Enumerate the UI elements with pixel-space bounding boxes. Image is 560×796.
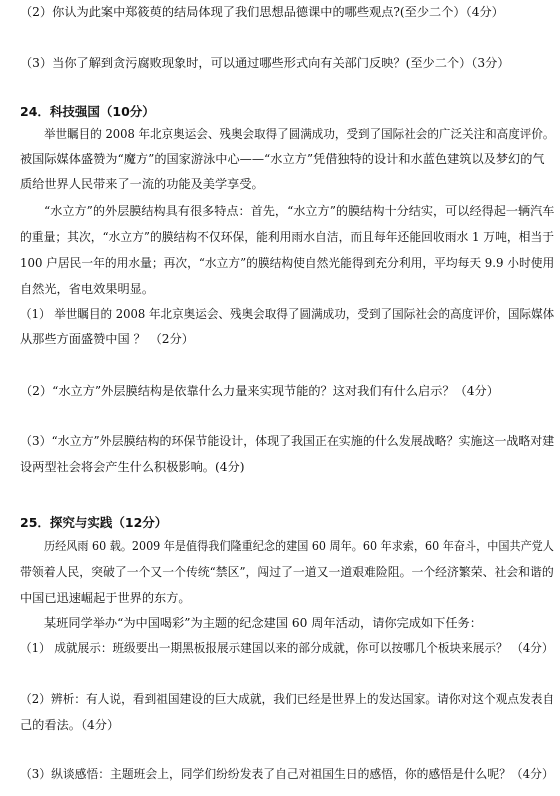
q24-heading: 24．科技强国（10分） [20, 104, 155, 119]
q23-part3: （3）当你了解到贪污腐败现象时，可以通过哪些形式向有关部门反映？(至少二个）（3分） [20, 56, 510, 70]
q25-part2: 己的看法。（4分） [20, 718, 120, 732]
q25-passage-line: 中国已迅速崛起于世界的东方。 [20, 591, 191, 605]
q25-part1: （1） 成就展示：班级要出一期黑板报展示建国以来的部分成就，你可以按哪几个板块来展示？ （4分） [20, 641, 554, 655]
q24-part3: （3）“水立方”外层膜结构的环保节能设计，体现了我国正在实施的什么发展战略？实施这一战略对建 [20, 434, 555, 448]
q24-passage-line: 举世瞩目的 2008 年北京奥运会、残奥会取得了圆满成功，受到了国际社会的广泛关注和高度评价。 [44, 127, 555, 141]
q24-part2: （2）“水立方”外层膜结构是依靠什么力量来实现节能的？这对我们有什么启示？（4分） [20, 384, 499, 398]
q25-passage-line: 带领着人民，突破了一个又一个传统“禁区”，闯过了一道又一道艰难险阻。一个经济繁荣、社会和谐的 [20, 565, 554, 579]
q23-part2: （2）你认为此案中郑筱萸的结局体现了我们思想品德课中的哪些观点?(至少二个）（4分） [20, 5, 504, 19]
q24-passage-line: 被国际媒体盛赞为“魔方”的国家游泳中心——“水立方”凭借独特的设计和水蓝色建筑以及梦幻的气 [20, 152, 545, 166]
q24-part1: （1） 举世瞩目的 2008 年北京奥运会、残奥会取得了圆满成功，受到了国际社会的高度评价，国际媒体 [20, 307, 555, 321]
q25-heading: 25．探究与实践（12分） [20, 515, 168, 530]
q24-passage-line: “水立方”的外层膜结构具有很多特点：首先，“水立方”的膜结构十分结实，可以经得起一辆汽车 [44, 204, 555, 218]
q24-part3: 设两型社会将会产生什么积极影响。(4分) [20, 460, 245, 474]
q24-passage-line: 100 户居民一年的用水量；再次，“水立方”的膜结构使自然光能得到充分利用，平均每天 9.9 小时使用 [20, 256, 555, 270]
q24-passage-line: 的重量；其次，“水立方”的膜结构不仅环保，能利用雨水自洁，而且每年还能回收雨水 1 万吨，相当于 [20, 230, 555, 244]
q25-part3: （3）纵谈感悟：主题班会上，同学们纷纷发表了自己对祖国生日的感悟，你的感悟是什么呢？（4分） [20, 767, 554, 781]
q24-passage-line: 质给世界人民带来了一流的功能及美学享受。 [20, 177, 264, 191]
q25-passage-line: 某班同学举办“为中国喝彩”为主题的纪念建国 60 周年活动，请你完成如下任务： [44, 616, 482, 630]
q24-passage-line: 自然光，省电效果明显。 [20, 282, 155, 296]
q25-passage-line: 历经风雨 60 载。2009 年是值得我们隆重纪念的建国 60 周年。60 年求索，60 年奋斗，中国共产党人 [44, 539, 554, 553]
q24-part1: 从那些方面盛赞中国 ？ （2分） [20, 332, 194, 346]
q25-part2: （2）辨析：有人说，看到祖国建设的巨大成就，我们已经是世界上的发达国家。请你对这个观点发表自 [20, 692, 555, 706]
